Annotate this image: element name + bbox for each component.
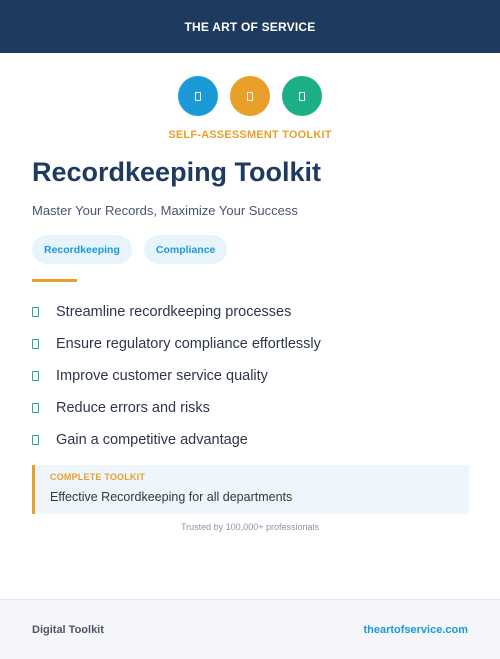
footer-label: Digital Toolkit [32, 623, 104, 636]
tag-list [32, 235, 227, 264]
kicker: SELF-ASSESSMENT TOOLKIT [168, 129, 332, 141]
accent-divider [32, 279, 77, 282]
benefit-text: Reduce errors and risks [56, 400, 210, 416]
brand-title: THE ART OF SERVICE [184, 19, 316, 34]
top-bar [0, 0, 500, 53]
green-doc-icon [282, 76, 322, 116]
benefit-text: Streamline recordkeeping processes [56, 304, 292, 320]
check-icon [32, 403, 39, 413]
check-icon [32, 339, 39, 349]
benefit-item [32, 328, 321, 360]
callout-text: Effective Recordkeeping for all departments [50, 490, 293, 504]
benefit-text: Gain a competitive advantage [56, 432, 248, 448]
callout-label: COMPLETE TOOLKIT [50, 472, 146, 482]
footer-link[interactable]: theartofservice.com [363, 623, 468, 636]
orange-doc-icon [230, 76, 270, 116]
check-icon [32, 371, 39, 381]
tag-compliance[interactable]: Compliance [144, 235, 228, 264]
tag-recordkeeping[interactable]: Recordkeeping [32, 235, 132, 264]
benefit-text: Improve customer service quality [56, 368, 268, 384]
benefit-text: Ensure regulatory compliance effortlessly [56, 336, 321, 352]
benefit-item [32, 296, 321, 328]
page-title: Recordkeeping Toolkit [32, 157, 322, 187]
check-icon [32, 435, 39, 445]
benefit-item [32, 392, 321, 424]
footer [0, 599, 500, 659]
icon-row [0, 76, 500, 116]
check-icon [32, 307, 39, 317]
blue-doc-icon [178, 76, 218, 116]
benefit-item [32, 424, 321, 456]
benefit-list [32, 296, 321, 456]
page-subtitle: Master Your Records, Maximize Your Success [32, 203, 298, 218]
trust-line: Trusted by 100,000+ professionals [180, 522, 319, 532]
benefit-item [32, 360, 321, 392]
callout-box [32, 465, 469, 514]
